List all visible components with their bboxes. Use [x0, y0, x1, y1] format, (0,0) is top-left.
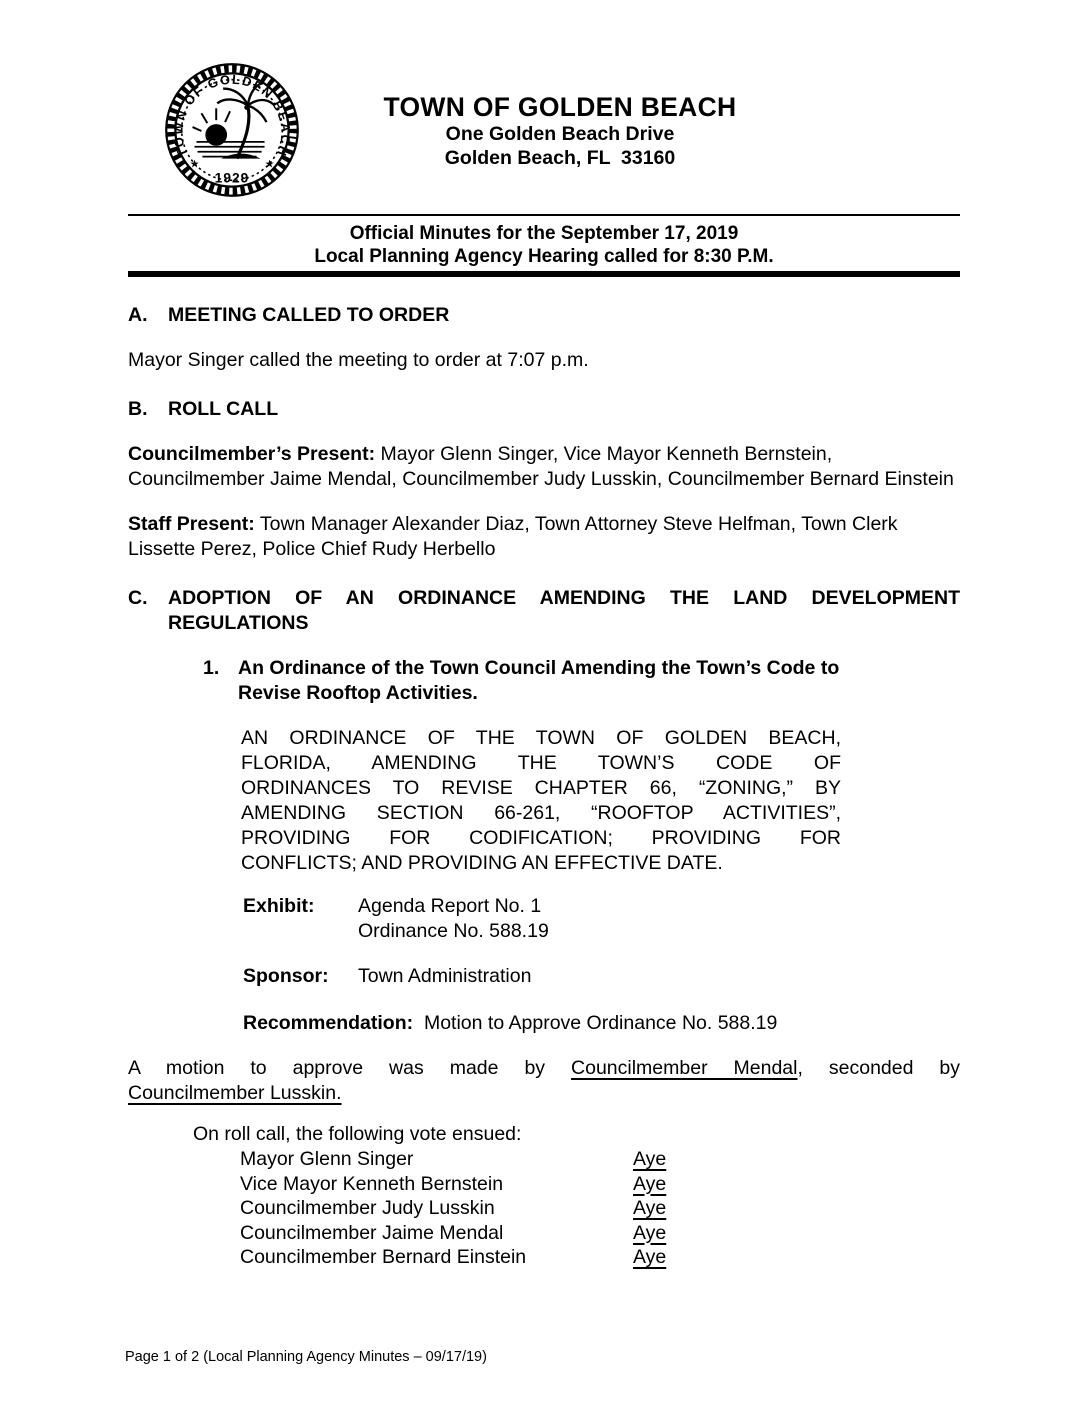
subheader-line-1: Official Minutes for the September 17, 2019 — [349, 223, 739, 244]
exhibit-values — [358, 894, 549, 944]
section-c-title-line: ADOPTION OF AN ORDINANCE AMENDING THE LAND DEVELOPMENT — [168, 587, 960, 609]
vote-row — [128, 1245, 960, 1270]
section-b-title: ROLL CALL — [168, 398, 279, 420]
section-c-title-line: REGULATIONS — [168, 612, 309, 634]
ordinance-text-line: CONFLICTS; AND PROVIDING AN EFFECTIVE DATE. — [241, 852, 723, 874]
header-text-block — [32, 92, 1088, 170]
agenda-item-1 — [128, 656, 960, 706]
exhibit-row — [128, 894, 960, 944]
council-present-names: Mayor Glenn Singer, Vice Mayor Kenneth Bernstein, Councilmember Jaime Mendal, Councilmember Judy Lusskin, Councilmember Bernard Einstein — [128, 443, 954, 490]
roll-call-votes — [128, 1147, 960, 1270]
item-1-title-line: An Ordinance of the Town Council Amending the Town’s Code to — [238, 657, 840, 679]
document-body — [0, 214, 1088, 1270]
ordinance-text-line: FLORIDA, AMENDING THE TOWN’S CODE OF — [241, 752, 841, 774]
vote-row — [128, 1196, 960, 1221]
motion-line-1-pre: A motion to approve was made by — [128, 1057, 546, 1079]
seal-star-right-icon: ★ — [264, 158, 275, 171]
exhibit-label: Exhibit: — [243, 895, 315, 917]
vote-result: Aye — [633, 1197, 667, 1219]
staff-present-paragraph — [128, 512, 960, 562]
section-a-label: A. — [128, 304, 148, 326]
seal-star-left-icon: ★ — [189, 158, 200, 171]
council-present-paragraph — [128, 442, 960, 492]
motion-paragraph — [128, 1056, 960, 1106]
vote-row — [128, 1221, 960, 1246]
recommendation-row — [128, 1011, 960, 1036]
minutes-subheader — [128, 216, 960, 268]
vote-name: Councilmember Jaime Mendal — [240, 1221, 504, 1244]
section-b-heading — [128, 397, 960, 422]
vote-name: Councilmember Judy Lusskin — [240, 1197, 495, 1219]
motion-line-1-post: , seconded by — [797, 1057, 961, 1079]
staff-present-names: Town Manager Alexander Diaz, Town Attorney Steve Helfman, Town Clerk Lissette Perez, Police Chief Rudy Herbello — [128, 513, 898, 560]
vote-result: Aye — [633, 1148, 667, 1170]
recommendation-label: Recommendation: — [243, 1012, 414, 1034]
exhibit-value-line: Agenda Report No. 1 — [358, 895, 542, 917]
page-header — [0, 0, 1088, 214]
seal-ring-text: TOWN OF GOLDEN BEACH — [170, 71, 294, 160]
staff-present-label: Staff Present: — [128, 513, 255, 535]
section-c-heading — [128, 586, 960, 636]
seal-year: 1929 — [214, 169, 250, 186]
subheader-line-2: Local Planning Agency Hearing called for 8:30 P.M. — [314, 246, 774, 267]
ordinance-text-line: ORDINANCES TO REVISE CHAPTER 66, “ZONING,” BY — [241, 777, 841, 799]
town-title: TOWN OF GOLDEN BEACH — [383, 92, 737, 122]
sponsor-row — [128, 964, 960, 989]
address-line-2: Golden Beach, FL 33160 — [444, 147, 676, 169]
vote-row — [128, 1172, 960, 1197]
page-footer: Page 1 of 2 (Local Planning Agency Minutes – 09/17/19) — [125, 1349, 487, 1365]
motion-line-2 — [128, 1081, 960, 1106]
vote-row — [128, 1147, 960, 1172]
roll-call-intro: On roll call, the following vote ensued: — [193, 1123, 522, 1145]
section-a-heading — [128, 303, 960, 328]
vote-name: Vice Mayor Kenneth Bernstein — [240, 1172, 504, 1195]
sponsor-value: Town Administration — [358, 965, 532, 987]
section-a-title: MEETING CALLED TO ORDER — [168, 304, 450, 326]
divider-thick — [128, 271, 960, 277]
motion-seconder-underlined: Councilmember Lusskin. — [128, 1082, 342, 1104]
sponsor-label: Sponsor: — [243, 965, 329, 987]
meeting-called-paragraph: Mayor Singer called the meeting to order at 7:07 p.m. — [128, 349, 589, 371]
vote-name: Councilmember Bernard Einstein — [240, 1246, 527, 1268]
motion-line-1 — [128, 1056, 960, 1081]
exhibit-value-line: Ordinance No. 588.19 — [358, 920, 549, 942]
item-1-number: 1. — [203, 657, 220, 679]
ordinance-text-line: AMENDING SECTION 66-261, “ROOFTOP ACTIVITIES”, — [241, 802, 841, 824]
vote-result: Aye — [633, 1172, 667, 1195]
vote-result: Aye — [633, 1221, 667, 1244]
section-b-label: B. — [128, 398, 148, 420]
section-c-title — [168, 586, 960, 636]
ordinance-text-line: PROVIDING FOR CODIFICATION; PROVIDING FOR — [241, 827, 841, 849]
item-1-title — [238, 656, 839, 706]
ordinance-text-line: AN ORDINANCE OF THE TOWN OF GOLDEN BEACH, — [241, 727, 841, 749]
vote-name: Mayor Glenn Singer — [240, 1148, 414, 1170]
ordinance-text — [241, 726, 841, 876]
motion-mover-underlined: Councilmember Mendal — [571, 1057, 798, 1079]
vote-result: Aye — [633, 1246, 667, 1268]
council-present-label: Councilmember’s Present: — [128, 443, 376, 465]
section-c-label: C. — [128, 587, 148, 609]
recommendation-value: Motion to Approve Ordinance No. 588.19 — [423, 1012, 778, 1034]
address-line-1: One Golden Beach Drive — [445, 123, 675, 145]
item-1-title-line: Revise Rooftop Activities. — [238, 682, 478, 704]
